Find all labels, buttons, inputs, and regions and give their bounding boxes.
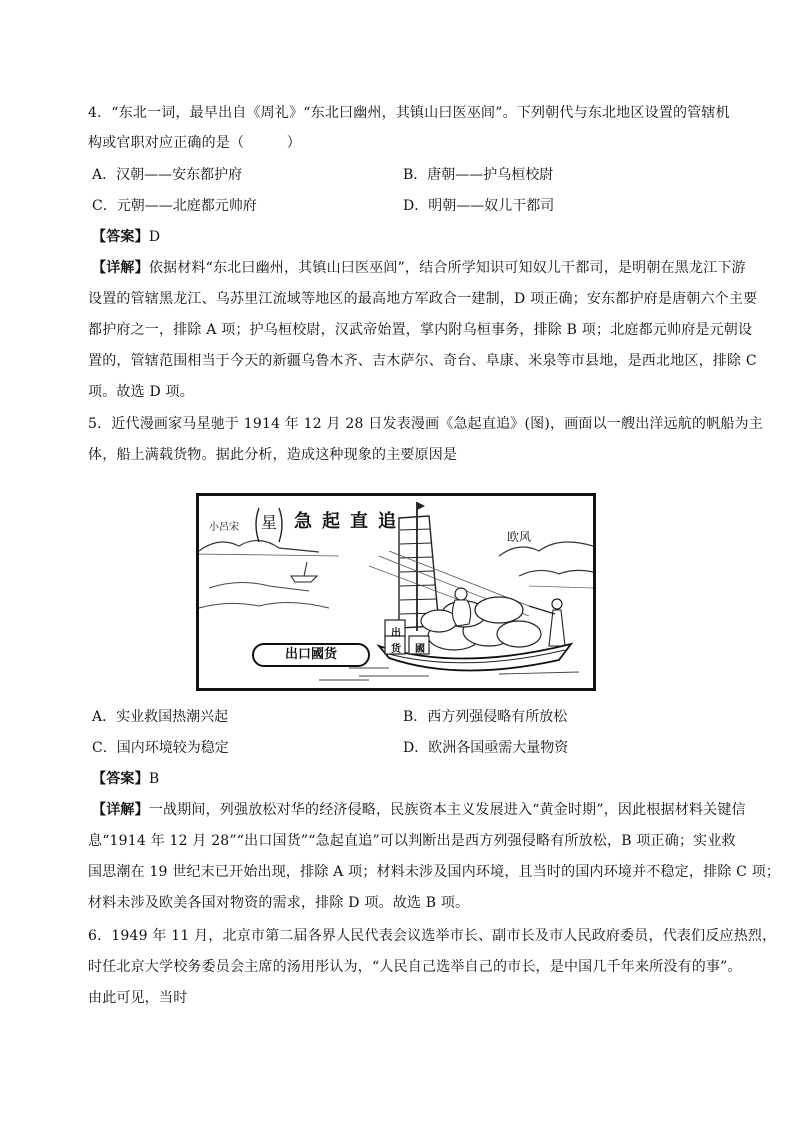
cartoon-wind-label: 欧风 — [507, 530, 532, 544]
q5-answer — [92, 769, 742, 789]
q4-stem-line2: 构或官职对应正确的是（ ） — [88, 135, 301, 151]
q4-detail-line5: 项。故选 D 项。 — [88, 384, 194, 400]
q4-option-d: D．明朝——奴儿干都司 — [403, 198, 555, 214]
cartoon-title: 急起直追 — [294, 511, 406, 532]
q4-option-a: A．汉朝——安东都护府 — [92, 167, 243, 183]
q4-detail-line3: 都护府之一，排除 A 项；护乌桓校尉，汉武帝始置，掌内附乌桓事务，排除 B 项；北庭都元帅府是元朝设 — [88, 322, 753, 338]
q5-stem-line1: 5．近代漫画家马星驰于 1914 年 12 月 28 日发表漫画《急起直追》(图)，画面以一艘出洋远航的帆船为主 — [88, 416, 763, 432]
answer-value: B — [148, 771, 160, 787]
q5-detail-line3: 国思潮在 19 世纪末已开始出现，排除 A 项；材料未涉及国内环境，且当时的国内环境并不稳定，排除 C 项； — [88, 864, 781, 880]
q4-detail-line2: 设置的管辖黑龙江、乌苏里江流域等地区的最高地方军政合一建制，D 项正确；安东都护府是唐朝六个主要 — [88, 291, 758, 307]
answer-label: 【答案】 — [92, 771, 149, 787]
q5-option-d: D．欧洲各国亟需大量物资 — [403, 740, 569, 756]
cartoon-crate-3: 國 — [415, 644, 425, 655]
cartoon-crate-2: 货 — [391, 644, 401, 655]
q5-detail-line4: 材料未涉及欧美各国对物资的需求，排除 D 项。故选 B 项。 — [88, 895, 470, 911]
cartoon-crate-1: 出 — [391, 628, 401, 639]
detail-label: 【详解】 — [92, 260, 149, 276]
q4-option-b: B．唐朝——护乌桓校尉 — [403, 167, 554, 183]
q4-detail-line4: 置的，管辖范围相当于今天的新疆乌鲁木齐、吉木萨尔、奇台、阜康、米泉等市县地，是西北地区，排除 C — [88, 353, 757, 369]
detail-label: 【详解】 — [92, 802, 149, 818]
q4-option-c: C．元朝——北庭都元帅府 — [92, 198, 257, 214]
cartoon-artist-mark: 星 — [261, 513, 278, 532]
cartoon-export-label: 出口國货 — [252, 643, 370, 667]
q5-detail-line2: 息“1914 年 12 月 28”“出口国货”“急起直追”可以判断出是西方列强侵略有所放松，B 项正确；实业救 — [88, 833, 736, 849]
cartoon-author: 小呂宋 — [209, 522, 239, 533]
q5-option-a: A．实业救国热潮兴起 — [92, 709, 229, 725]
detail-text: 一战期间，列强放松对华的经济侵略，民族资本主义发展进入“黄金时期”，因此根据材料关键信 — [148, 802, 746, 818]
answer-value: D — [148, 229, 161, 245]
q4-detail-line1 — [92, 258, 746, 278]
q5-option-b: B．西方列强侵略有所放松 — [403, 709, 568, 725]
q5-option-c: C．国内环境较为稳定 — [92, 740, 229, 756]
q6-stem-line1: 6．1949 年 11 月，北京市第二届各界人民代表会议选举市长、副市长及市人民政府委员，代表们反应热烈， — [88, 928, 777, 944]
answer-label: 【答案】 — [92, 229, 149, 245]
q6-stem-line2: 时任北京大学校务委员会主席的汤用彤认为，“人民自己选举自己的市长，是中国几千年来所没有的事”。 — [88, 959, 742, 975]
q4-stem-line1: 4．“东北一词，最早出自《周礼》“东北曰幽州，其镇山曰医巫闾”。下列朝代与东北地区设置的管辖机 — [88, 105, 730, 121]
q4-answer — [92, 227, 742, 247]
q6-stem-line3: 由此可见，当时 — [88, 990, 188, 1006]
q5-detail-line1 — [92, 800, 746, 820]
cartoon-figure — [196, 493, 596, 691]
detail-text: 依据材料“东北曰幽州，其镇山曰医巫闾”，结合所学知识可知奴儿干都司，是明朝在黑龙江下游 — [148, 260, 746, 276]
q5-stem-line2: 体，船上满载货物。据此分析，造成这种现象的主要原因是 — [88, 447, 458, 463]
